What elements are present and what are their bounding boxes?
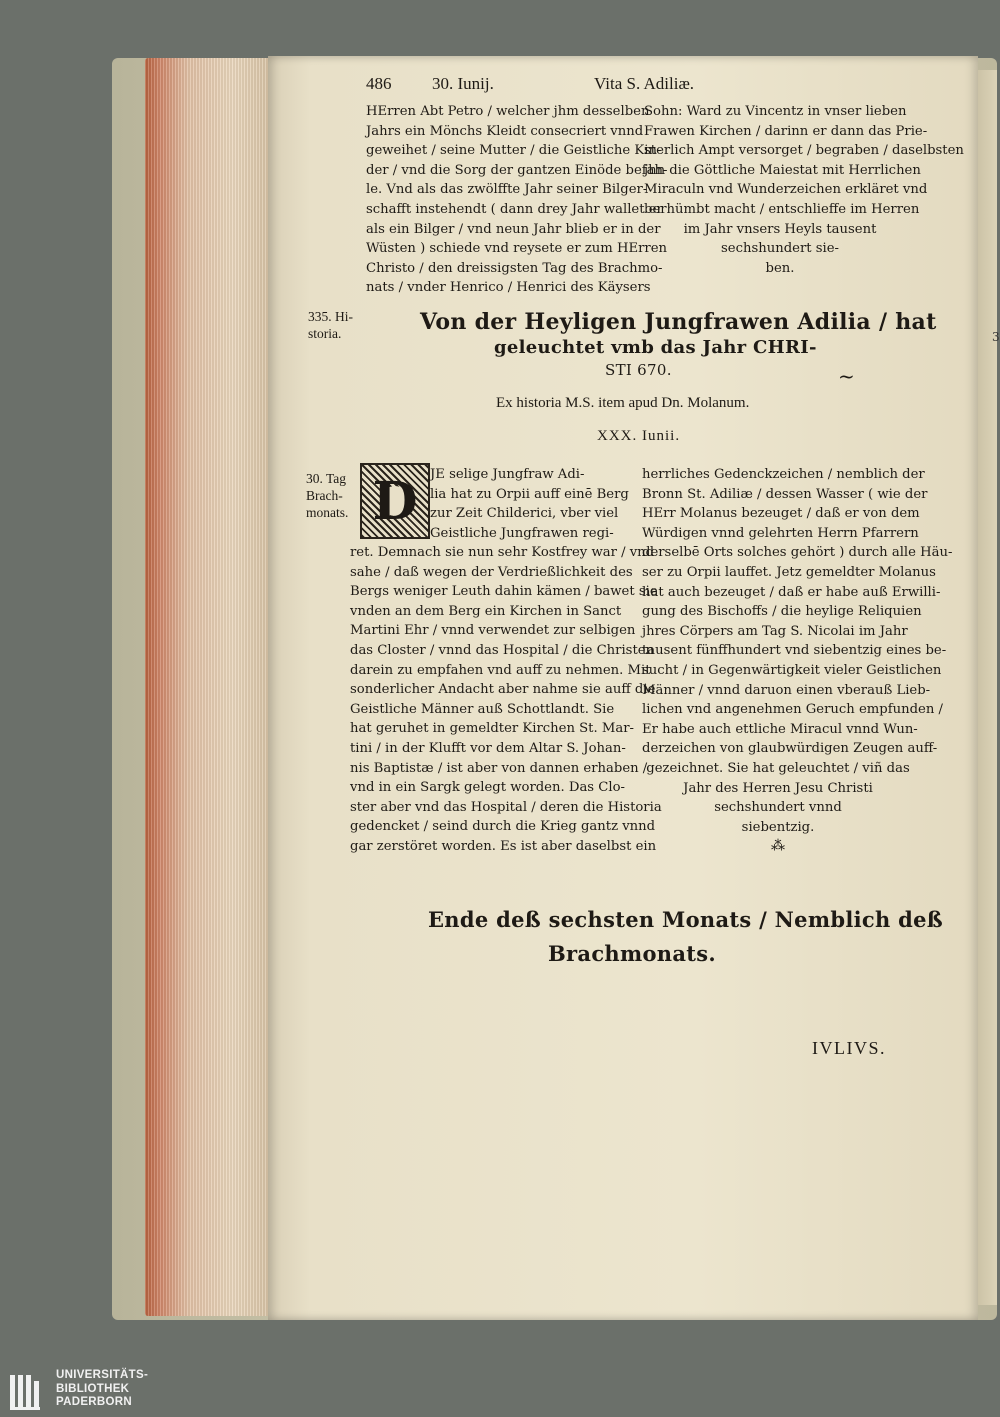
text-line: derzeichen von glaubwürdigen Zeugen auff-: [642, 741, 938, 757]
text-line: berhümbt macht / entschlieffe im Herren: [644, 201, 920, 217]
page-number: 486: [366, 74, 392, 93]
text-line: sechshundert vnnd: [714, 800, 842, 816]
text-line: siebentzig.: [741, 819, 815, 835]
text-line: im Jahr vnsers Heyls tausent: [683, 221, 877, 237]
section-title-line-2: geleuchtet vmb das Jahr CHRI-: [494, 337, 817, 358]
text-line: vnden an dem Berg ein Kirchen in Sanct: [350, 603, 622, 619]
drop-cap-letter: D: [372, 470, 418, 532]
flourish-mark: ~: [838, 364, 855, 388]
text-line: sechshundert sie-: [721, 241, 839, 257]
source-line: Ex historia M.S. item apud Dn. Molanum.: [496, 395, 750, 411]
top-left-column: [366, 102, 667, 298]
text-line: ben.: [765, 260, 795, 276]
text-line: Männer / vnnd daruon einen vberauß Lieb-: [642, 682, 931, 698]
text-line: herrliches Gedenckzeichen / nemblich der: [642, 467, 925, 482]
text-line: als ein Bilger / vnd neun Jahr blieb er in der: [366, 221, 661, 237]
library-name-line: UNIVERSITÄTS-: [56, 1369, 149, 1381]
text-line: Martini Ehr / vnnd verwendet zur selbigen: [350, 623, 636, 639]
text-line: darein zu empfahen vnd auff zu nehmen. Mit: [350, 662, 651, 678]
header-date: 30. Iunij.: [432, 74, 494, 93]
text-line: lia hat zu Orpii auff einē Berg: [430, 486, 629, 502]
text-line: das Closter / vnnd das Hospital / die Christen: [350, 642, 655, 658]
text-line: nats / vnder Henrico / Henrici des Käysers: [366, 280, 651, 296]
text-line: Geistliche Jungfrawen regi-: [430, 525, 614, 541]
margin-line: storia.: [308, 326, 342, 341]
margin-line: monats.: [306, 505, 349, 520]
text-line: gezeichnet. Sie hat geleuchtet / viñ das: [646, 760, 910, 776]
text-line: nis Baptistæ / ist aber von dannen erhaben /: [350, 760, 648, 776]
catchword: IVLIVS.: [812, 1038, 886, 1058]
facing-page-edge: [975, 70, 997, 1305]
library-name-line: PADERBORN: [56, 1396, 132, 1408]
footer-bar: [0, 1367, 1000, 1417]
text-line: HErren Abt Petro / welcher jhm desselben: [366, 104, 650, 119]
text-line: JE selige Jungfraw Adi-: [430, 467, 585, 482]
margin-history-note: [308, 308, 353, 342]
text-line: Wüsten ) schiede vnd reysete er zum HErren: [366, 241, 667, 257]
facing-page-mark: 3: [992, 330, 1000, 344]
margin-line: 30. Tag: [306, 471, 347, 486]
library-name: [56, 1369, 148, 1410]
text-line: zur Zeit Childerici, vber viel: [430, 506, 619, 522]
text-line: sterlich Ampt versorget / begraben / daselbsten: [644, 143, 964, 159]
text-line: tini / in der Klufft vor dem Altar S. Johan-: [350, 740, 626, 756]
text-line: Miraculn vnd Wunderzeichen erkläret vnd: [644, 182, 928, 198]
text-line: ret. Demnach sie nun sehr Kostfrey war / vnd: [350, 545, 655, 560]
text-line: derselbē Orts solches gehört ) durch alle Häu-: [642, 545, 953, 561]
text-line: Frawen Kirchen / darinn er dann das Prie-: [644, 123, 928, 139]
bottom-left-column: [350, 543, 662, 857]
end-title-line-2: Brachmonats.: [548, 941, 717, 966]
bottom-left-column-indented: [430, 465, 629, 543]
text-line: gedencket / seind durch die Krieg gantz vnnd: [350, 819, 656, 835]
text-line: gar zerstöret worden. Es ist aber daselbst ein: [350, 838, 657, 854]
margin-line: Brach-: [306, 488, 343, 503]
text-line: sahe / daß wegen der Verdrießlichkeit des: [350, 564, 633, 580]
asterism: ⁂: [771, 838, 785, 855]
text-line: hat geruhet in gemeldter Kirchen St. Mar-: [350, 721, 634, 737]
date-line: XXX. Iunii.: [597, 428, 681, 444]
bottom-right-column: [642, 465, 953, 857]
top-right-column: [644, 102, 964, 278]
text-line: Christo / den dreissigsten Tag des Brachmo-: [366, 260, 663, 276]
text-line: Bergs weniger Leuth dahin kämen / bawet sie: [350, 584, 658, 600]
text-line: vnd in ein Sargk gelegt worden. Das Clo-: [350, 780, 625, 796]
text-line: Er habe auch ettliche Miracul vnnd Wun-: [642, 721, 918, 737]
decorated-initial: [360, 463, 430, 539]
text-line: gung des Bischoffs / die heylige Reliquien: [642, 604, 922, 620]
text-line: Würdigen vnnd gelehrten Herrn Pfarrern: [642, 525, 919, 541]
end-title-line-1: Ende deß sechsten Monats / Nemblich deß: [428, 907, 944, 932]
page-edges: [145, 58, 270, 1316]
margin-line: 335. Hi-: [308, 309, 353, 324]
section-title-line-3: STI 670.: [605, 361, 672, 379]
text-line: HErr Molanus bezeuget / daß er von dem: [642, 506, 920, 522]
text-line: Geistliche Männer auß Schottlandt. Sie: [350, 701, 615, 717]
text-line: sucht / in Gegenwärtigkeit vieler Geistlichen: [642, 662, 942, 678]
text-line: Bronn St. Adiliæ / dessen Wasser ( wie der: [642, 486, 928, 502]
text-line: ser zu Orpii lauffet. Jetz gemeldter Molanus: [642, 564, 936, 580]
library-name-line: BIBLIOTHEK: [56, 1382, 130, 1395]
text-line: Sohn: Ward zu Vincentz in vnser lieben: [644, 104, 907, 119]
library-logo-icon: [8, 1371, 48, 1411]
text-line: tausent fünffhundert vnd siebentzig eines be-: [642, 643, 947, 659]
text-line: ster aber vnd das Hospital / deren die Historia: [350, 799, 662, 815]
text-line: le. Vnd als das zwölffte Jahr seiner Bilger-: [366, 182, 648, 198]
text-line: der / vnd die Sorg der gantzen Einöde befah-: [366, 162, 668, 178]
margin-date-note: [306, 470, 348, 521]
text-line: jhn die Göttliche Maiestat mit Herrlichen: [644, 162, 921, 178]
text-line: schafft instehendt ( dann drey Jahr wallet er: [366, 201, 663, 217]
text-line: jhres Cörpers am Tag S. Nicolai im Jahr: [642, 623, 908, 639]
text-line: lichen vnd angenehmen Geruch empfunden /: [642, 702, 943, 718]
section-title-line-1: Von der Heyligen Jungfrawen Adilia / hat: [420, 309, 937, 335]
text-line: hat auch bezeuget / daß er habe auß Erwilli-: [642, 584, 941, 600]
text-line: geweihet / seine Mutter / die Geistliche Kin-: [366, 143, 662, 159]
text-line: sonderlicher Andacht aber nahme sie auff die: [350, 682, 656, 698]
text-line: Jahrs ein Mönchs Kleidt consecriert vnnd: [366, 123, 644, 139]
text-line: Jahr des Herren Jesu Christi: [683, 780, 873, 796]
running-title: Vita S. Adiliæ.: [594, 74, 695, 93]
